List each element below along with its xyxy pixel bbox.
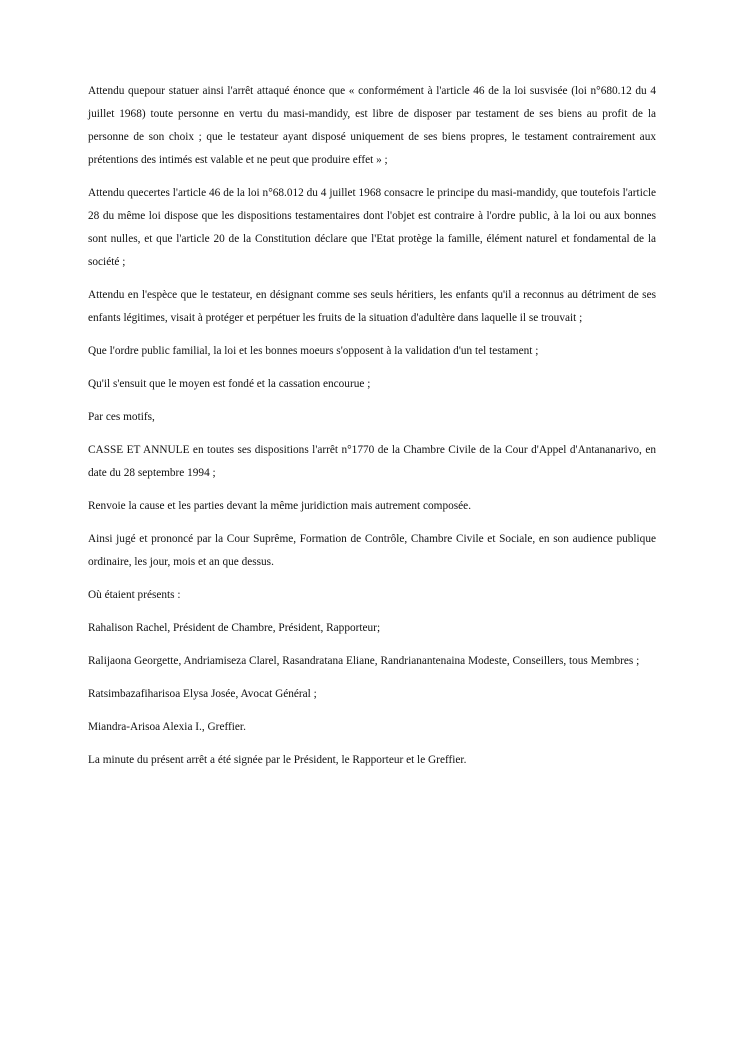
paragraph-attendu-espece: Attendu en l'espèce que le testateur, en désignant comme ses seuls héritiers, les enfants qu'il a reconnus au détriment de ses enfants légitimes, visait à protéger et perpétuer les fruits de la situation d'adultère dans laquelle il se trouvait ; bbox=[88, 289, 656, 324]
paragraph-attendu-certes: Attendu quecertes l'article 46 de la loi n°68.012 du 4 juillet 1968 consacre le principe du masi-mandidy, que toutefois l'article 28 du même loi dispose que les dispositions testamentaires dont l'objet est contraire à l'ordre public, à la loi ou aux bonnes sont nulles, et que l'article 20 de la Constitution déclare que l'Etat protège la famille, élément naturel et fondamental de la société ; bbox=[88, 187, 656, 268]
paragraph-president: Rahalison Rachel, Président de Chambre, Président, Rapporteur; bbox=[88, 622, 381, 634]
paragraph-moyen-fonde: Qu'il s'ensuit que le moyen est fondé et la cassation encourue ; bbox=[88, 378, 371, 390]
document-body bbox=[88, 80, 656, 782]
paragraph-avocat-general: Ratsimbazafiharisoa Elysa Josée, Avocat Général ; bbox=[88, 688, 317, 700]
paragraph-casse-et-annule: CASSE ET ANNULE en toutes ses dispositions l'arrêt n°1770 de la Chambre Civile de la Cour d'Appel d'Antananarivo, en date du 28 septembre 1994 ; bbox=[88, 444, 656, 479]
paragraph-presents-heading: Où étaient présents : bbox=[88, 589, 181, 601]
paragraph-minute-signee: La minute du présent arrêt a été signée par le Président, le Rapporteur et le Greffier. bbox=[88, 754, 467, 766]
paragraph-par-ces-motifs: Par ces motifs, bbox=[88, 411, 155, 423]
paragraph-renvoie: Renvoie la cause et les parties devant la même juridiction mais autrement composée. bbox=[88, 500, 472, 512]
paragraph-ordre-public: Que l'ordre public familial, la loi et les bonnes moeurs s'opposent à la validation d'un tel testament ; bbox=[88, 345, 539, 357]
paragraph-conseillers: Ralijaona Georgette, Andriamiseza Clarel, Rasandratana Eliane, Randrianantenaina Modeste, Conseillers, tous Membres ; bbox=[88, 655, 640, 667]
paragraph-ainsi-juge: Ainsi jugé et prononcé par la Cour Suprême, Formation de Contrôle, Chambre Civile et Sociale, en son audience publique ordinaire, les jour, mois et an que dessus. bbox=[88, 533, 656, 568]
paragraph-greffier: Miandra-Arisoa Alexia I., Greffier. bbox=[88, 721, 246, 733]
paragraph-attendu-statuer: Attendu quepour statuer ainsi l'arrêt attaqué énonce que « conformément à l'article 46 de la loi susvisée (loi n°680.12 du 4 juillet 1968) toute personne en vertu du masi-mandidy, est libre de disposer par testament de ses biens au profit de la personne de son choix ; que le testateur ayant disposé uniquement de ses biens propres, le testament contrairement aux prétentions des intimés est valable et ne peut que produire effet » ; bbox=[88, 85, 656, 166]
